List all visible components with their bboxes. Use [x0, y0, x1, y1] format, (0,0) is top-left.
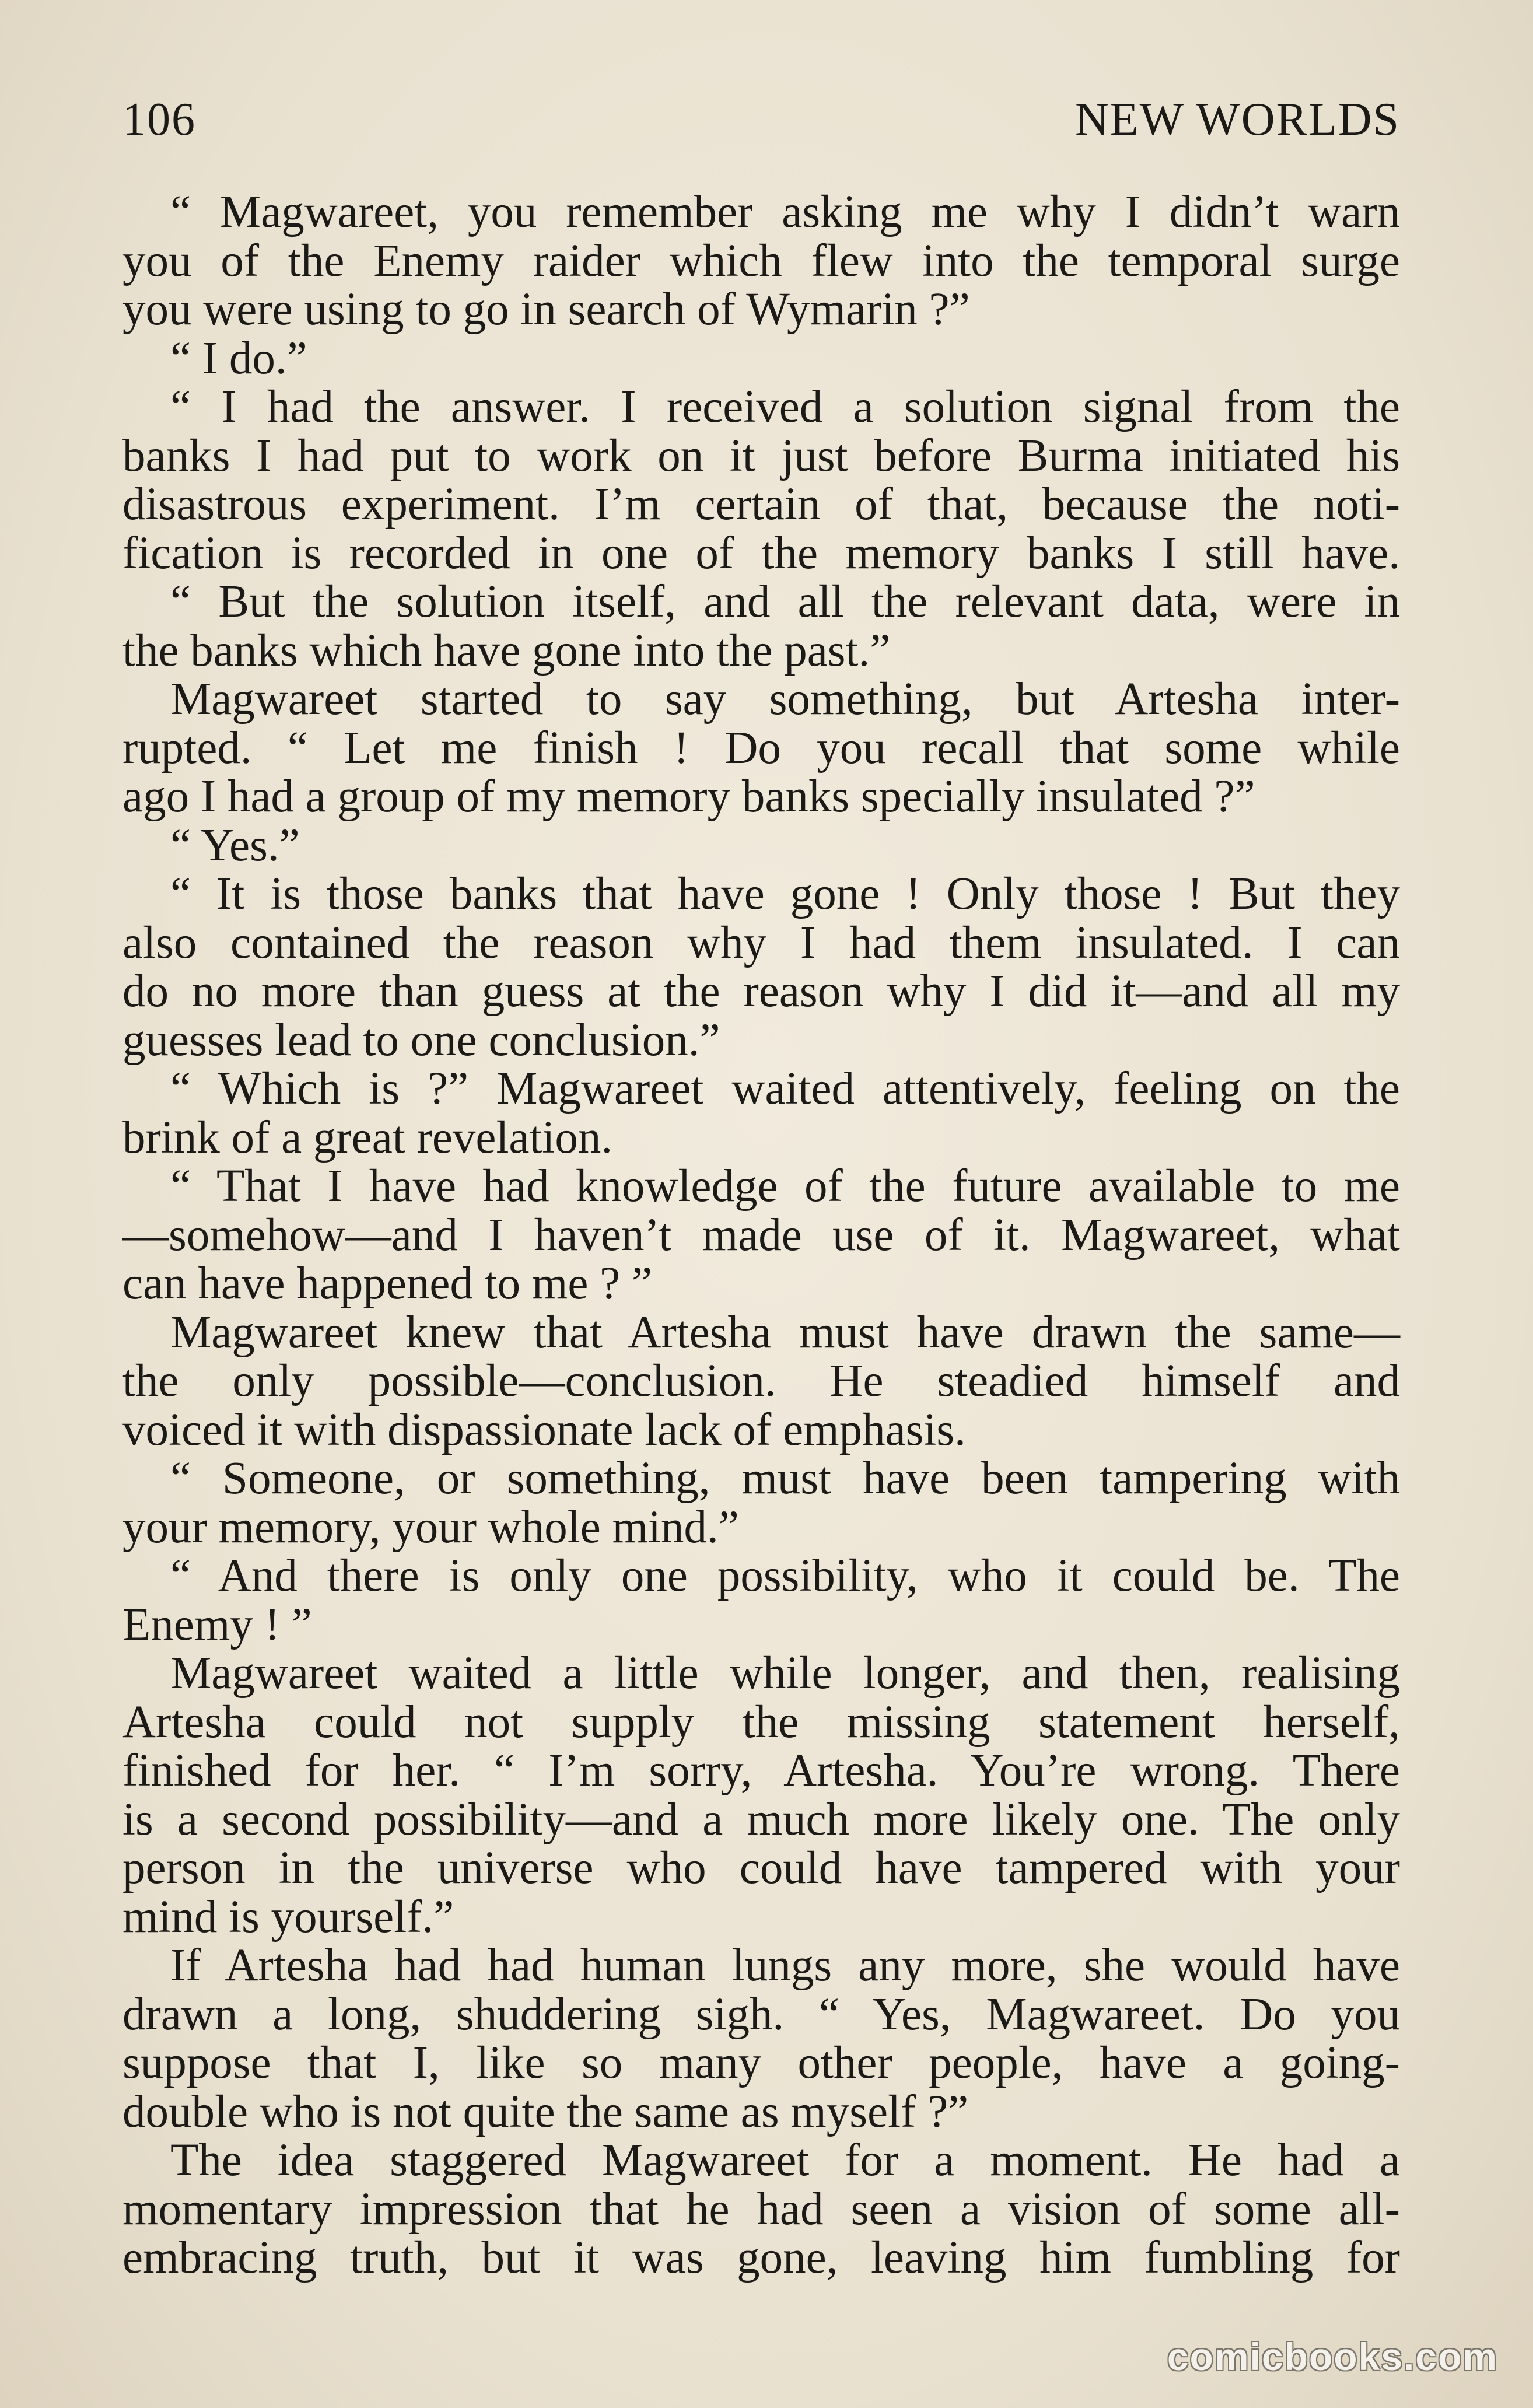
text-line: the banks which have gone into the past.”	[123, 625, 891, 676]
text-line: fication is recorded in one of the memory banks I still have.	[123, 527, 1400, 579]
text-line: the only possible—conclusion. He steadied himself and	[123, 1356, 1400, 1406]
running-title: NEW WORLDS	[1074, 93, 1400, 145]
text-line: “ Which is ?” Magwareet waited attentively, feeling on the	[170, 1063, 1400, 1114]
text-line: momentary impression that he had seen a vision of some all-	[123, 2183, 1400, 2235]
text-line: “ And there is only one possibility, who it could be. The	[170, 1550, 1400, 1601]
text-line: disastrous experiment. I’m certain of that, because the noti-	[123, 479, 1400, 530]
text-line: “ Magwareet, you remember asking me why I didn’t warn	[170, 187, 1400, 237]
text-line: drawn a long, shuddering sigh. “ Yes, Magwareet. Do you	[123, 1989, 1400, 2040]
text-line: “ I had the answer. I received a solution signal from the	[170, 382, 1400, 432]
text-line: guesses lead to one conclusion.”	[123, 1014, 720, 1066]
text-line: can have happened to me ? ”	[123, 1258, 653, 1309]
text-line: double who is not quite the same as myself ?”	[123, 2086, 969, 2137]
body-text	[123, 188, 1400, 2283]
text-line: banks I had put to work on it just before Burma initiated his	[123, 430, 1400, 481]
text-line: If Artesha had had human lungs any more, she would have	[170, 1940, 1400, 1991]
text-line: do no more than guess at the reason why I did it—and all my	[123, 966, 1400, 1017]
text-line: “ Someone, or something, must have been tampering with	[170, 1453, 1400, 1504]
text-line: mind is yourself.”	[123, 1891, 454, 1943]
text-line: Magwareet waited a little while longer, and then, realising	[170, 1648, 1400, 1699]
text-line: “ That I have had knowledge of the future available to me	[170, 1161, 1400, 1212]
text-line: “ I do.”	[170, 332, 307, 384]
watermark: comicbooks.com	[1167, 2335, 1498, 2378]
text-line: embracing truth, but it was gone, leaving him fumbling for	[123, 2232, 1400, 2283]
text-line: is a second possibility—and a much more likely one. The only	[123, 1794, 1400, 1845]
text-line: your memory, your whole mind.”	[123, 1502, 739, 1553]
text-line: Artesha could not supply the missing statement herself,	[123, 1696, 1400, 1748]
page-header	[123, 88, 1400, 152]
text-line: you of the Enemy raider which flew into the temporal surge	[123, 235, 1400, 286]
text-line: rupted. “ Let me finish ! Do you recall that some while	[123, 722, 1400, 774]
text-line: Enemy ! ”	[123, 1599, 312, 1650]
text-line: ago I had a group of my memory banks specially insulated ?”	[123, 771, 1255, 822]
text-line: finished for her. “ I’m sorry, Artesha. You’re wrong. There	[123, 1745, 1400, 1796]
page-number: 106	[123, 93, 196, 145]
text-line: “ But the solution itself, and all the relevant data, were in	[170, 576, 1400, 627]
text-line: suppose that I, like so many other people, have a going-	[123, 2038, 1400, 2088]
text-line: voiced it with dispassionate lack of emphasis.	[123, 1404, 966, 1455]
text-line: Magwareet knew that Artesha must have drawn the same—	[170, 1307, 1400, 1358]
text-line: you were using to go in search of Wymarin ?”	[123, 284, 970, 335]
text-line: also contained the reason why I had them insulated. I can	[123, 917, 1400, 968]
text-line: person in the universe who could have tampered with your	[123, 1843, 1400, 1894]
text-line: —somehow—and I haven’t made use of it. Magwareet, what	[123, 1209, 1400, 1261]
text-line: “ It is those banks that have gone ! Only those ! But they	[170, 869, 1400, 919]
text-line: “ Yes.”	[170, 820, 300, 871]
text-line: brink of a great revelation.	[123, 1112, 613, 1163]
text-line: Magwareet started to say something, but Artesha inter-	[170, 674, 1400, 724]
text-line: The idea staggered Magwareet for a moment. He had a	[170, 2135, 1400, 2186]
